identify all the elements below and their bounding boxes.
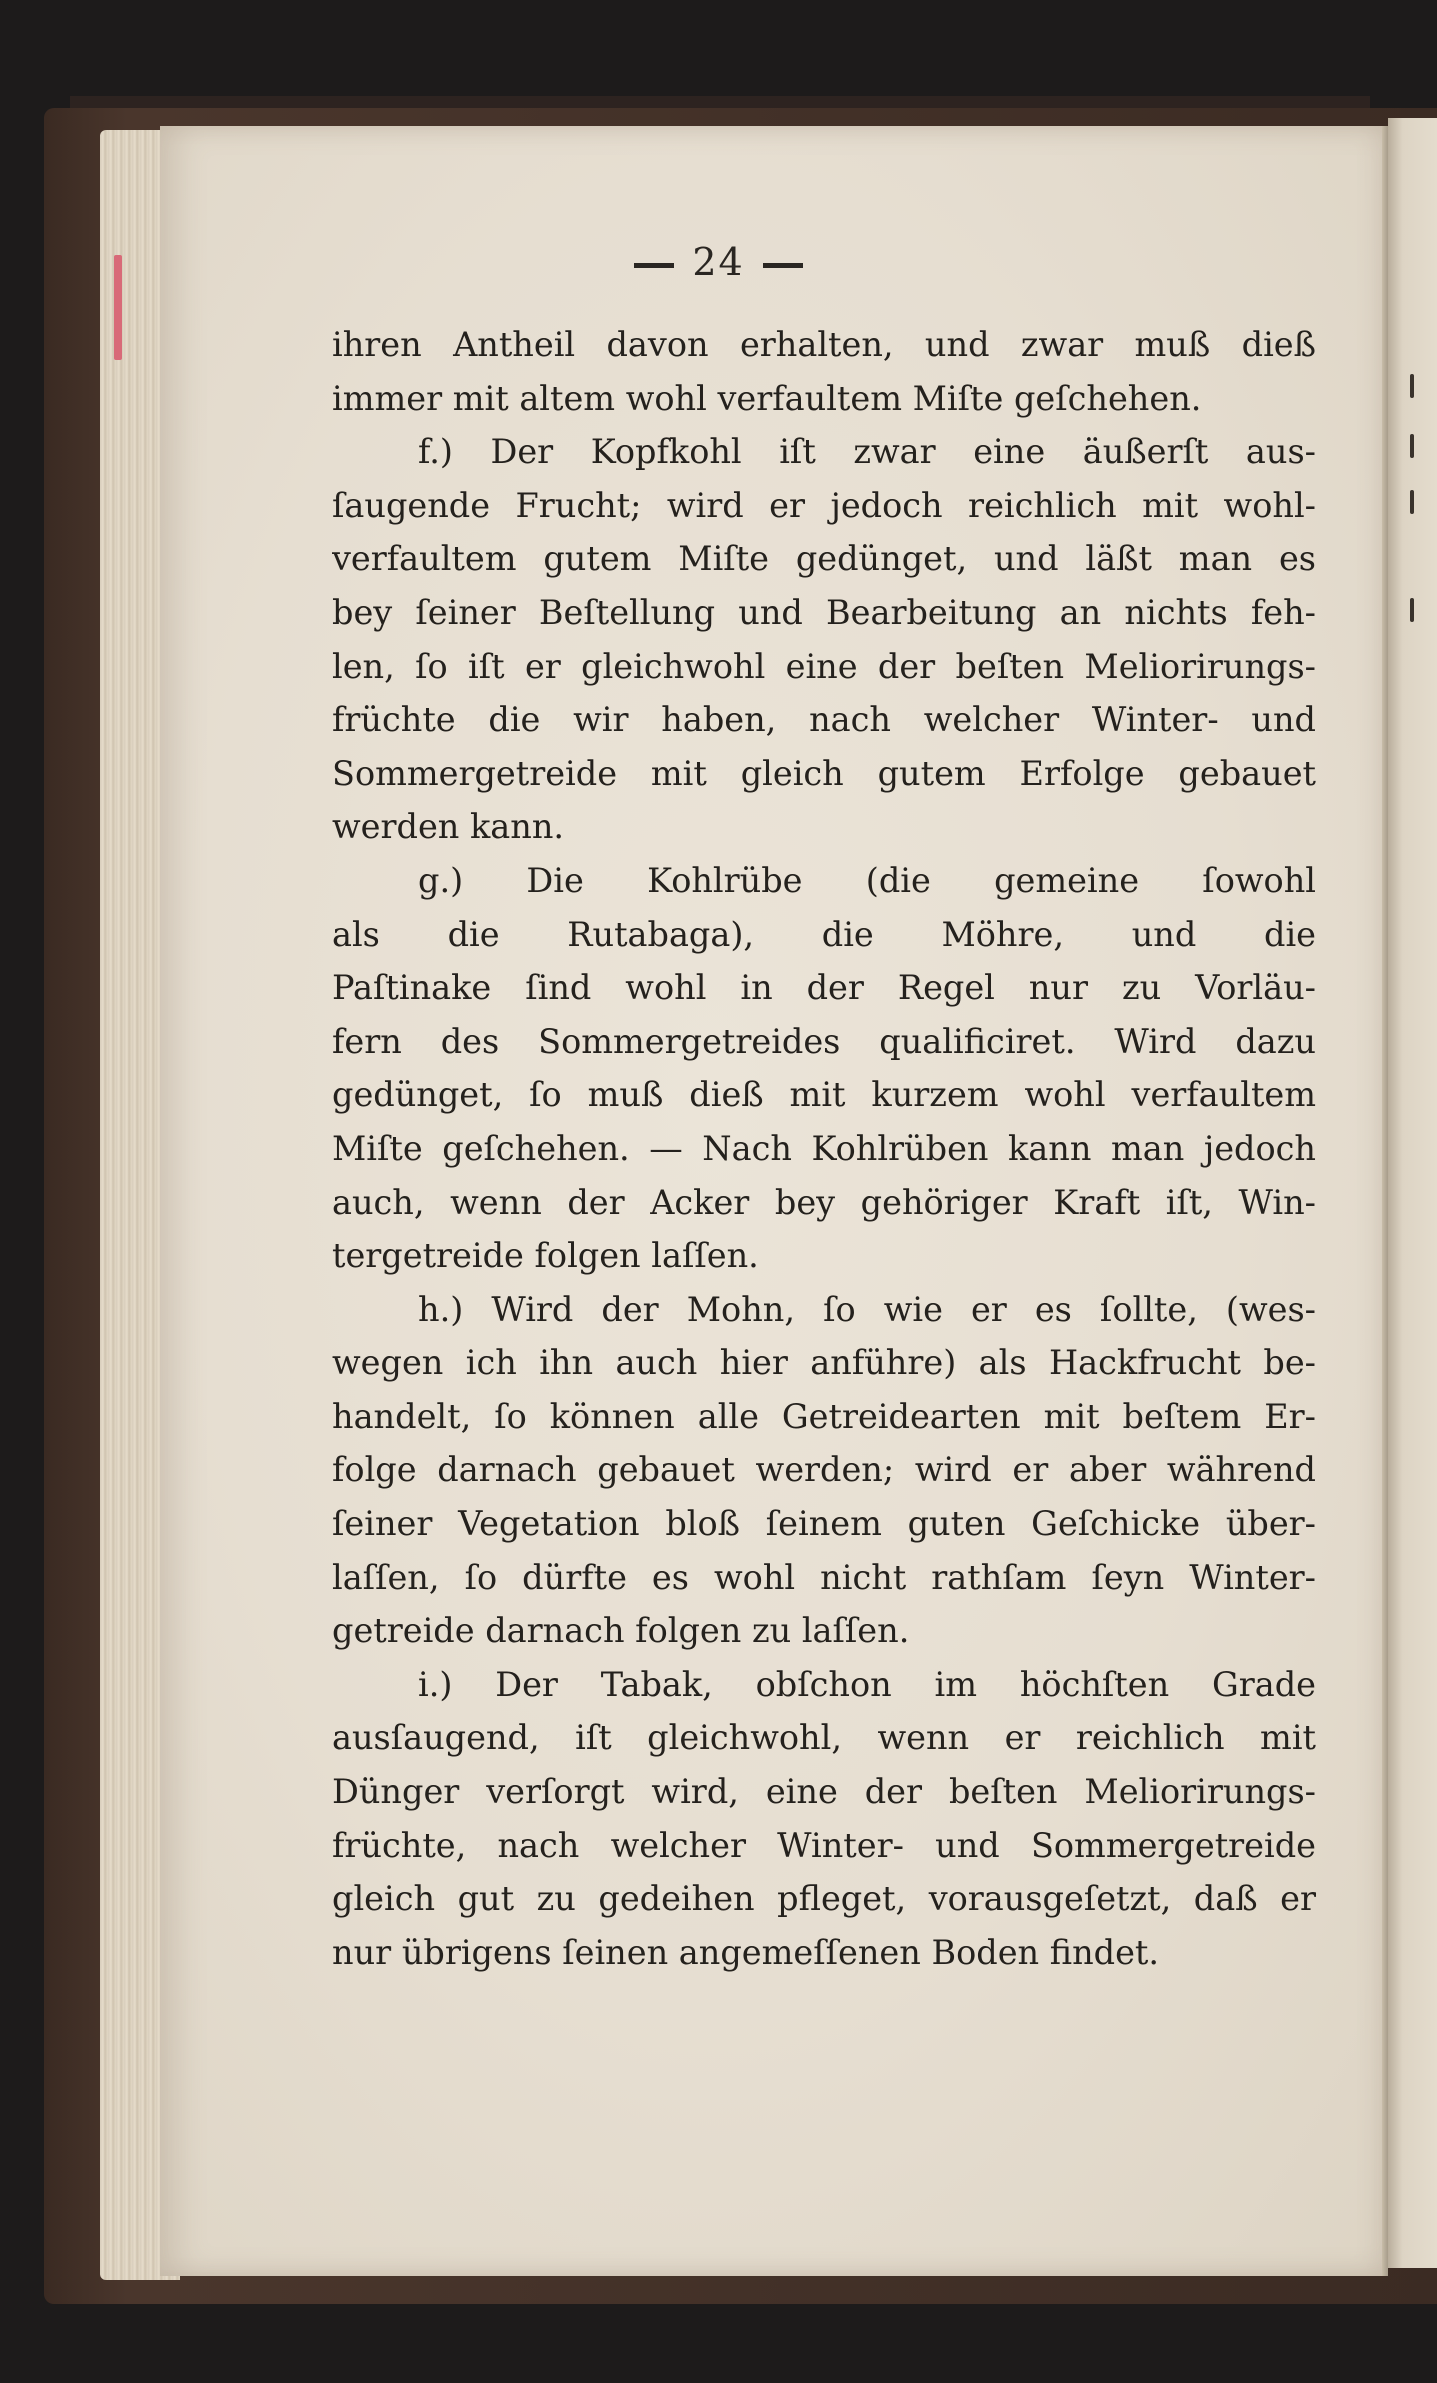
text-line: nur übrigens ſeinen angemeſſenen Boden findet. [332, 1932, 1160, 1972]
text-line: ausſaugend, iſt gleichwohl, wenn er reichlich mit [332, 1718, 1316, 1758]
dash-left [634, 263, 674, 268]
text-line: auch, wenn der Acker bey gehöriger Kraft iſt, Win- [332, 1182, 1316, 1222]
text-line: ſaugende Frucht; wird er jedoch reichlich mit wohl- [332, 485, 1316, 525]
text-line: Sommergetreide mit gleich gutem Erfolge gebauet [332, 753, 1316, 793]
dash-right [763, 263, 803, 268]
text-line: laſſen, ſo dürfte es wohl nicht rathſam ſeyn Winter- [332, 1557, 1316, 1597]
text-line: getreide darnach folgen zu laſſen. [332, 1611, 910, 1651]
text-line: f.) Der Kopfkohl iſt zwar eine äußerſt aus- [418, 432, 1316, 472]
body-text [332, 318, 1316, 1979]
page-number-header [0, 240, 1437, 284]
show-through-mark [1410, 374, 1414, 398]
text-line: handelt, ſo können alle Getreidearten mit beſtem Er- [332, 1396, 1316, 1436]
text-line: gedünget, ſo muß dieß mit kurzem wohl verfaultem [332, 1075, 1316, 1115]
text-line: immer mit altem wohl verfaultem Miſte geſchehen. [332, 378, 1202, 418]
text-line: i.) Der Tabak, obſchon im höchſten Grade [418, 1664, 1316, 1704]
text-line: Miſte geſchehen. — Nach Kohlrüben kann man jedoch [332, 1128, 1316, 1168]
show-through-mark [1410, 490, 1414, 514]
text-line: tergetreide folgen laſſen. [332, 1236, 759, 1276]
show-through-mark [1410, 598, 1414, 622]
text-line: fern des Sommergetreides qualificiret. Wird dazu [332, 1021, 1316, 1061]
show-through-mark [1410, 434, 1414, 458]
text-line: Dünger verſorgt wird, eine der beſten Meliorirungs- [332, 1772, 1316, 1812]
text-line: verfaultem gutem Miſte gedünget, und läßt man es [332, 539, 1316, 579]
text-line: gleich gut zu gedeihen pfleget, vorausgeſetzt, daß er [332, 1879, 1316, 1919]
text-line: Paſtinake ſind wohl in der Regel nur zu Vorläu- [332, 968, 1316, 1008]
text-line: ſeiner Vegetation bloß ſeinem guten Geſchicke über- [332, 1504, 1316, 1544]
text-line: g.) Die Kohlrübe (die gemeine ſowohl [418, 860, 1316, 900]
text-line: als die Rutabaga), die Möhre, und die [332, 914, 1316, 954]
text-line: bey ſeiner Beſtellung und Bearbeitung an nichts feh- [332, 592, 1316, 632]
text-line: ihren Antheil davon erhalten, und zwar muß dieß [332, 325, 1316, 364]
text-line: wegen ich ihn auch hier anführe) als Hackfrucht be- [332, 1343, 1316, 1383]
text-line: len, ſo iſt er gleichwohl eine der beſten Meliorirungs- [332, 646, 1316, 686]
text-line: folge darnach gebauet werden; wird er aber während [332, 1450, 1316, 1490]
next-page-edge [1388, 118, 1437, 2268]
text-line: h.) Wird der Mohn, ſo wie er es ſollte, (wes- [418, 1289, 1316, 1329]
page-number: 24 [692, 240, 745, 284]
text-line: werden kann. [332, 807, 565, 847]
text-line: früchte, nach welcher Winter- und Sommergetreide [332, 1825, 1316, 1865]
text-line: früchte die wir haben, nach welcher Winter- und [332, 700, 1316, 740]
